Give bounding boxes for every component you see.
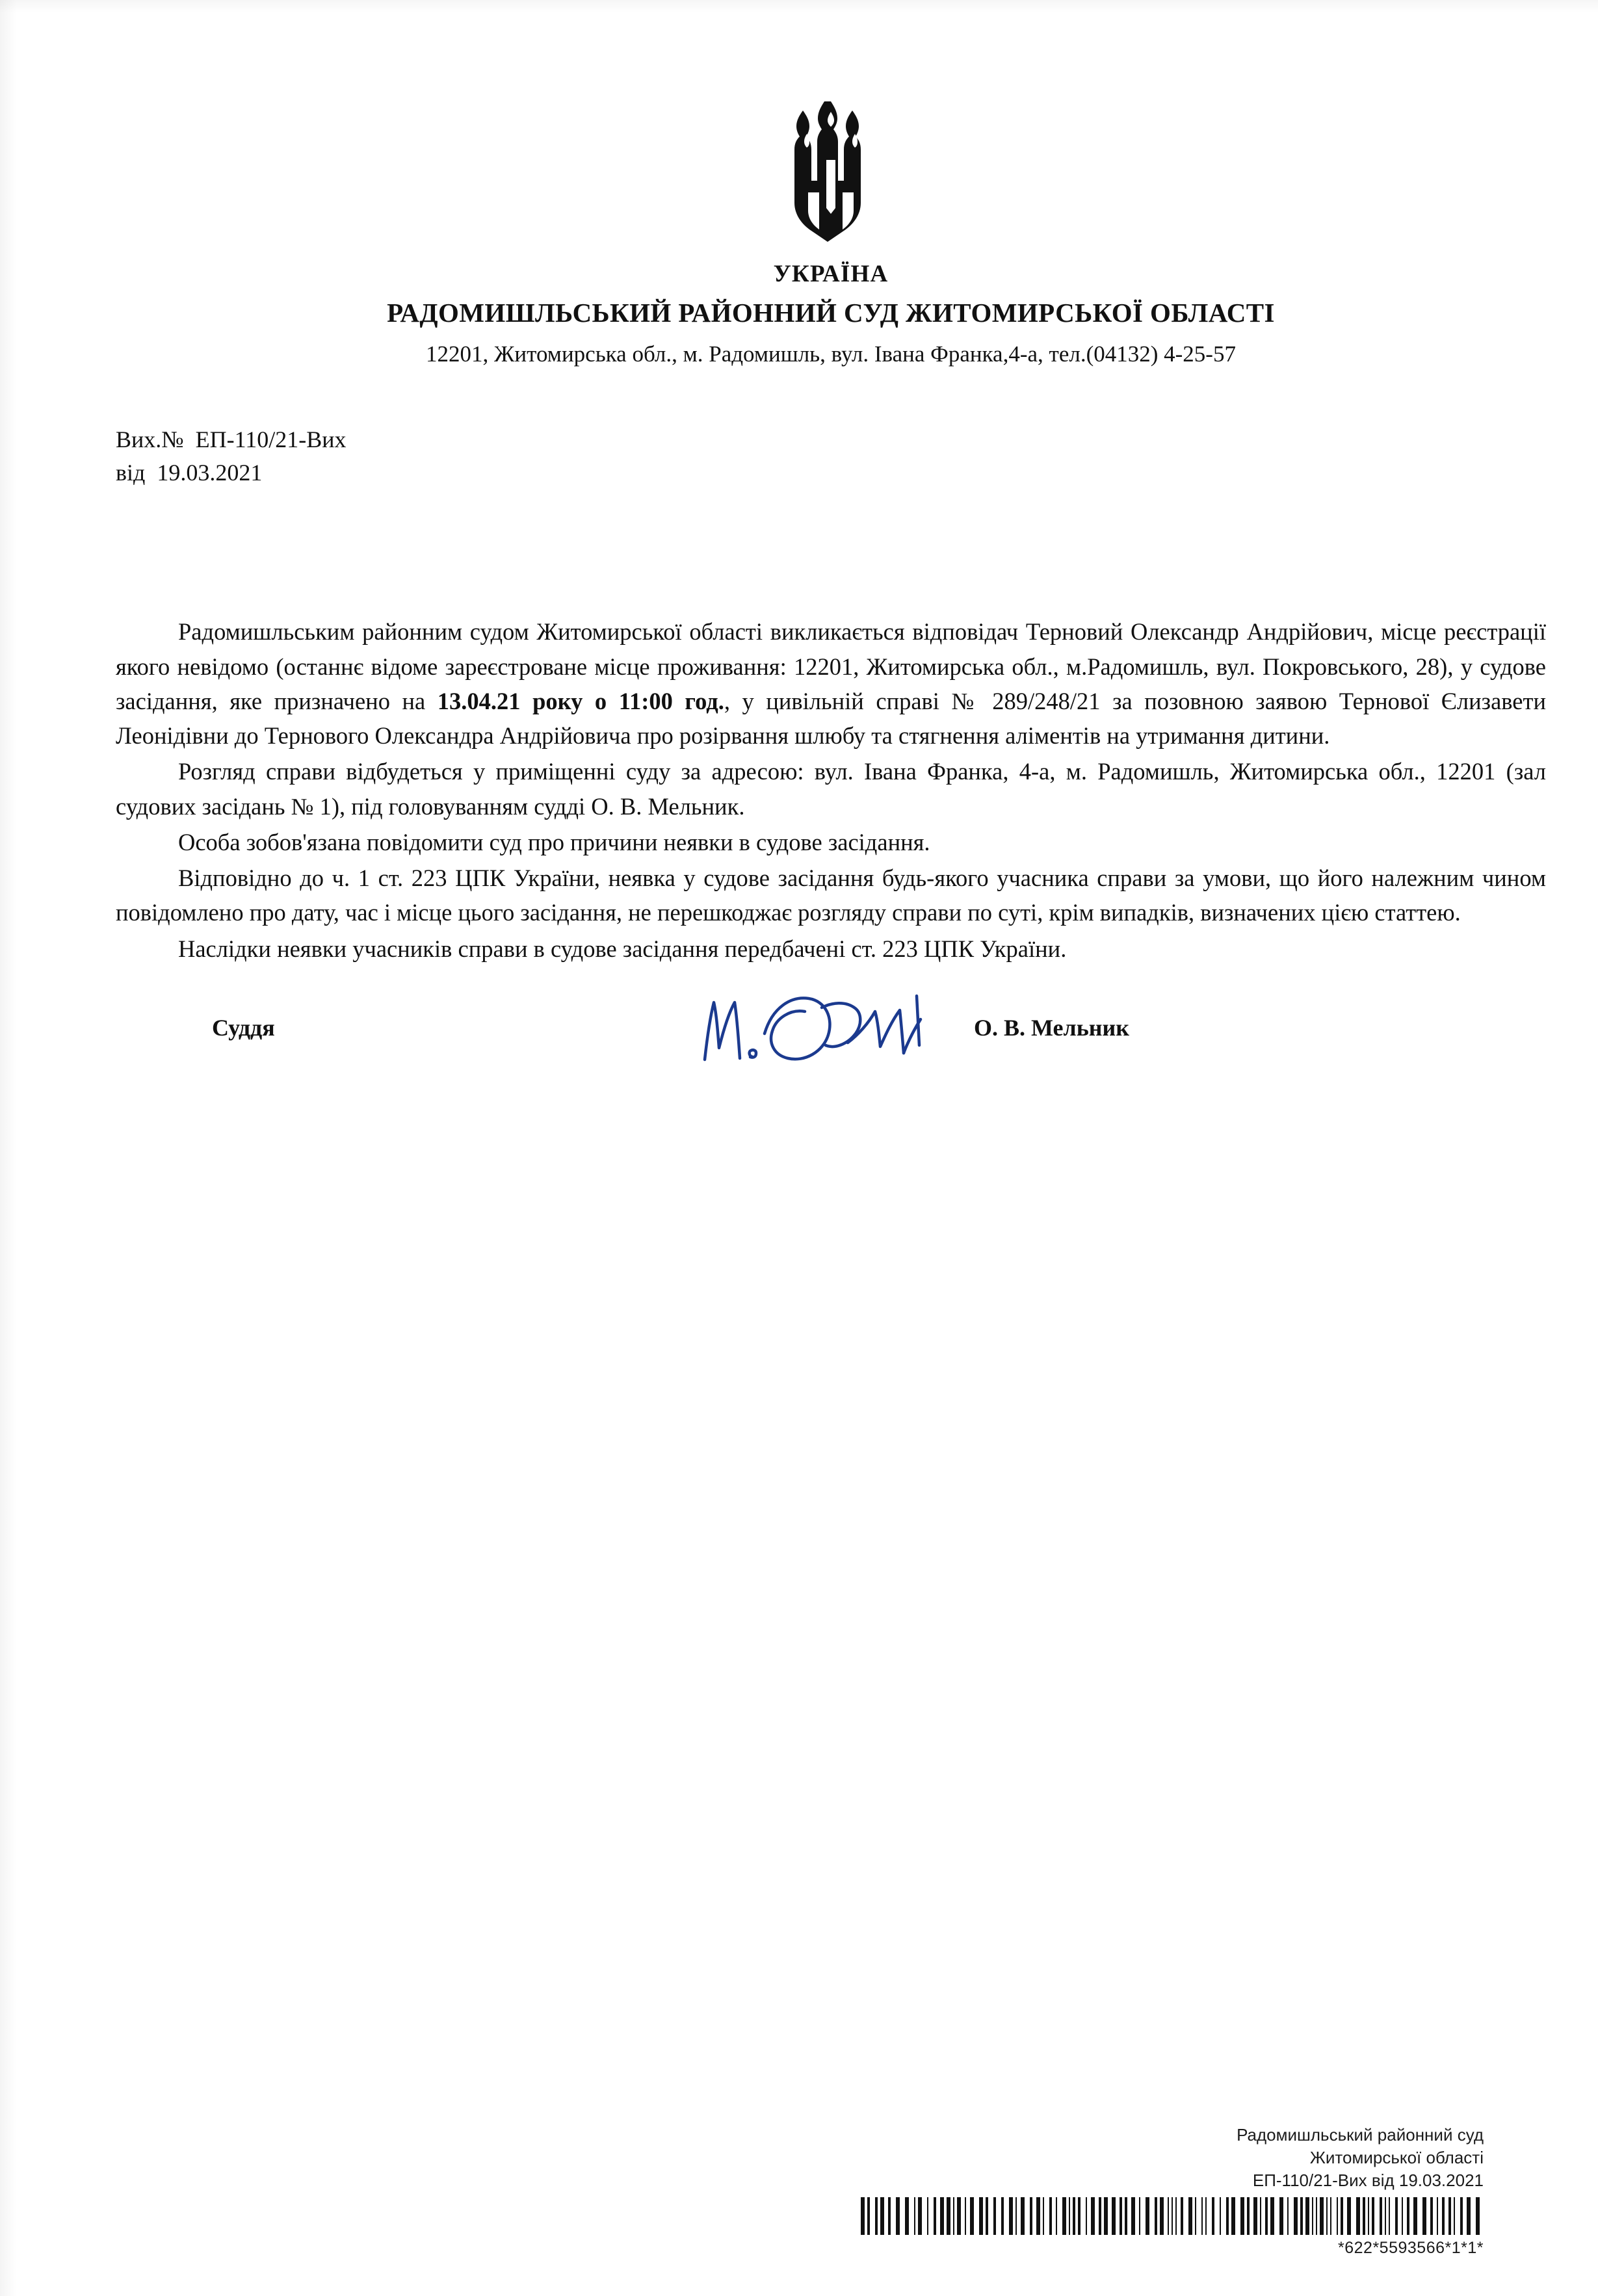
footer-registration-stamp: [861, 2124, 1484, 2260]
signature-role-label: Суддя: [212, 1015, 275, 1041]
paragraph-law-223: Відповідно до ч. 1 ст. 223 ЦПК України, неявка у судове засідання будь-якого учасника справи за умови, що його належним чином повідомлено про дату, час і місце цього засідання, не перешкоджає розгляду справи по суті, крім випадків, визначених цією статтею.: [116, 865, 1546, 926]
scan-shadow-top: [0, 0, 1598, 13]
court-address: 12201, Житомирська обл., м. Радомишль, вул. Івана Франка,4-а, тел.(04132) 4-25-57: [426, 341, 1236, 367]
footer-court-line1: Радомишльський районний суд: [1237, 2124, 1484, 2145]
outgoing-number-line: Вих.№ ЕП-110/21-Вих: [116, 426, 347, 452]
barcode-text: *622*5593566*1*1*: [1338, 2239, 1484, 2258]
signature-judge-name: О. В. Мельник: [974, 1015, 1129, 1041]
paragraph-consequences: Наслідки неявки учасників справи в судове засідання передбачені ст. 223 ЦПК України.: [178, 935, 1067, 962]
paragraph-obligation: Особа зобов'язана повідомити суд про причини неявки в судове засідання.: [178, 828, 930, 855]
emblem-container: [116, 98, 1546, 248]
paragraph-venue: Розгляд справи відбудеться у приміщенні суду за адресою: вул. Івана Франка, 4-а, м. Радомишль, Житомирська обл., 12201 (зал судових засідань № 1), під головуванням суддi О. В. Мельник.: [116, 758, 1546, 820]
scan-shadow-left: [0, 0, 17, 2296]
hearing-datetime: 13.04.21 року о 11:00 год.: [437, 687, 724, 714]
document-date-line: від 19.03.2021: [116, 460, 263, 486]
reference-block: [116, 423, 1546, 489]
paragraph-summons-part1: Радомишльським районним судом Житомирської області викликається відповідач Терновий Олександр Андрійович, місце реєстрації якого невідомо (останнє відоме зареєстроване місце проживання: 12201, Житомирська обл., м.Радомишль, вул. Покровського, 28), у судове засідання, яке призначено на: [116, 618, 1546, 714]
court-title: РАДОМИШЛЬСЬКИЙ РАЙОННИЙ СУД ЖИТОМИРСЬКОЇ ОБЛАСТІ: [387, 298, 1275, 328]
document-body: [116, 614, 1546, 966]
footer-reference-line: ЕП-110/21-Вих від 19.03.2021: [1252, 2171, 1484, 2191]
handwritten-signature-icon: [688, 980, 948, 1078]
signature-block: [116, 1002, 1546, 1080]
ukraine-coat-of-arms-icon: [776, 98, 886, 248]
footer-court-line2: Житомирської області: [1309, 2148, 1484, 2168]
country-title: УКРАЇНА: [773, 261, 889, 287]
document-content: [116, 98, 1546, 1080]
paragraph-summons: [116, 614, 1546, 753]
paragraph-summons-part2: , у цивільній справі № 289/248/21 за позовною заявою Тернової Єлизавети Леонідівни до Тернового Олександра Андрійовича про розірвання шлюбу та стягнення аліментів на утримання дитини.: [116, 687, 1546, 750]
barcode-icon: [861, 2197, 1484, 2235]
